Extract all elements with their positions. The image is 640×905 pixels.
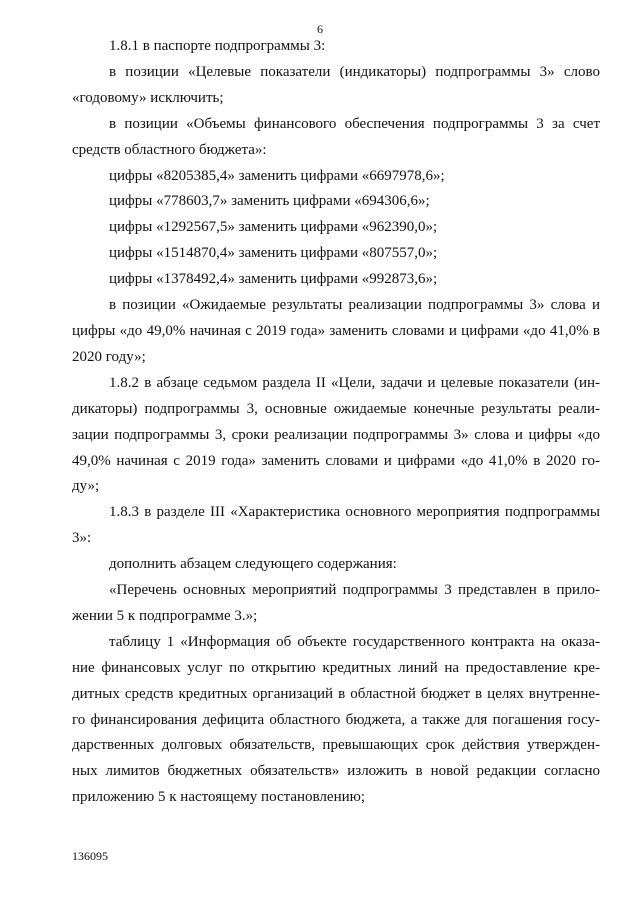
text-line: средств областного бюджета»:	[72, 141, 267, 158]
text-line: 1.8.2 в абзаце седьмом раздела II «Цели, задачи и целевые показатели (ин-	[109, 374, 600, 391]
text-line: «Перечень основных мероприятий подпрограммы 3 представлен в прило-	[109, 582, 600, 599]
text-line: ду»;	[72, 478, 100, 495]
text-line: дарственных долговых обязательств, превышающих срок действия утвержден-	[72, 737, 600, 754]
page-number: 6	[317, 22, 323, 36]
text-line: дополнить абзацем следующего содержания:	[109, 556, 397, 573]
text-line: 1.8.1 в паспорте подпрограммы 3:	[109, 38, 326, 54]
text-line: дикаторы) подпрограммы 3, основные ожидаемые конечные результаты реали-	[72, 400, 600, 417]
text-line: в позиции «Ожидаемые результаты реализации подпрограммы 3» слова и	[109, 297, 600, 314]
text-line: ных лимитов бюджетных обязательств» изложить в новой редакции согласно	[72, 763, 600, 780]
document-body	[72, 34, 600, 811]
text-line: в позиции «Объемы финансового обеспечения подпрограммы 3 за счет	[109, 115, 600, 132]
document-code: 136095	[72, 849, 108, 863]
text-line: 1.8.3 в разделе III «Характеристика основного мероприятия подпрограммы	[109, 504, 600, 521]
text-line: жении 5 к подпрограмме 3.»;	[72, 607, 258, 624]
text-line: зации подпрограммы 3, сроки реализации подпрограммы 3» слова и цифры «до	[72, 426, 600, 443]
text-line: цифры «1514870,4» заменить цифрами «807557,0»;	[109, 245, 438, 262]
text-line: го финансирования дефицита областного бюджета, а также для погашения госу-	[72, 711, 600, 728]
text-line: 3»:	[72, 530, 92, 547]
text-line: приложению 5 к настоящему постановлению;	[72, 789, 365, 806]
text-line: 49,0% начиная с 2019 года» заменить словами и цифрами «до 41,0% в 2020 го-	[72, 452, 600, 469]
text-line: 2020 году»;	[72, 348, 146, 365]
text-line: цифры «1292567,5» заменить цифрами «962390,0»;	[109, 219, 438, 236]
text-line: в позиции «Целевые показатели (индикаторы) подпрограммы 3» слово	[109, 63, 600, 80]
text-line: цифры «778603,7» заменить цифрами «694306,6»;	[109, 193, 430, 210]
text-line: цифры «1378492,4» заменить цифрами «992873,6»;	[109, 271, 438, 288]
text-line: цифры «до 49,0% начиная с 2019 года» заменить словами и цифрами «до 41,0% в	[72, 322, 600, 339]
text-line: «годовому» исключить;	[72, 89, 224, 106]
text-line: цифры «8205385,4» заменить цифрами «6697978,6»;	[109, 167, 445, 184]
text-line: ние финансовых услуг по открытию кредитных линий на предоставление кре-	[72, 659, 600, 676]
text-line: таблицу 1 «Информация об объекте государственного контракта на оказа-	[109, 633, 600, 650]
text-line: дитных средств кредитных организаций в областной бюджет в целях внутренне-	[72, 685, 600, 702]
